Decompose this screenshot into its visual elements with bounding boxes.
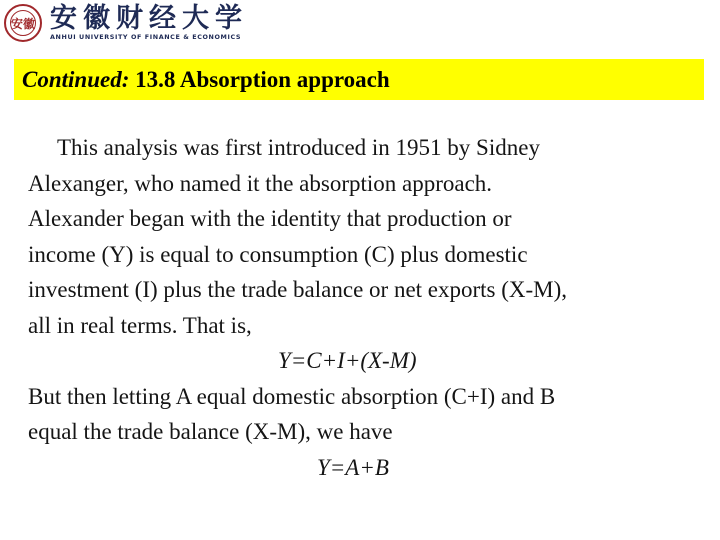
body-line: But then letting A equal domestic absorption (C+I) and B	[28, 383, 556, 409]
body-line: all in real terms. That is,	[28, 312, 252, 338]
seal-text: 安徽	[10, 10, 36, 36]
logo-chinese-name: 安徽财经大学	[50, 2, 248, 34]
body-line: Alexander began with the identity that production or	[28, 206, 512, 231]
body-line: Alexanger, who named it the absorption approach.	[28, 170, 493, 196]
university-seal-icon	[4, 4, 42, 42]
logo-text-block	[50, 2, 248, 42]
slide-title-bar	[14, 59, 704, 100]
body-line: income (Y) is equal to consumption (C) plus domestic	[28, 241, 528, 267]
university-logo	[4, 2, 272, 44]
equation-absorption: Y=A+B	[317, 454, 389, 480]
body-line: equal the trade balance (X-M), we have	[28, 419, 393, 444]
equation-identity: Y=C+I+(X-M)	[278, 348, 417, 373]
slide-title: 13.8 Absorption approach	[135, 66, 390, 92]
title-prefix: Continued:	[22, 66, 130, 92]
body-line: This analysis was first introduced in 1951 by Sidney	[57, 135, 540, 160]
logo-english-name: ANHUI UNIVERSITY OF FINANCE & ECONOMICS	[50, 32, 242, 41]
body-text	[28, 130, 700, 485]
body-line: investment (I) plus the trade balance or net exports (X-M),	[28, 277, 568, 302]
